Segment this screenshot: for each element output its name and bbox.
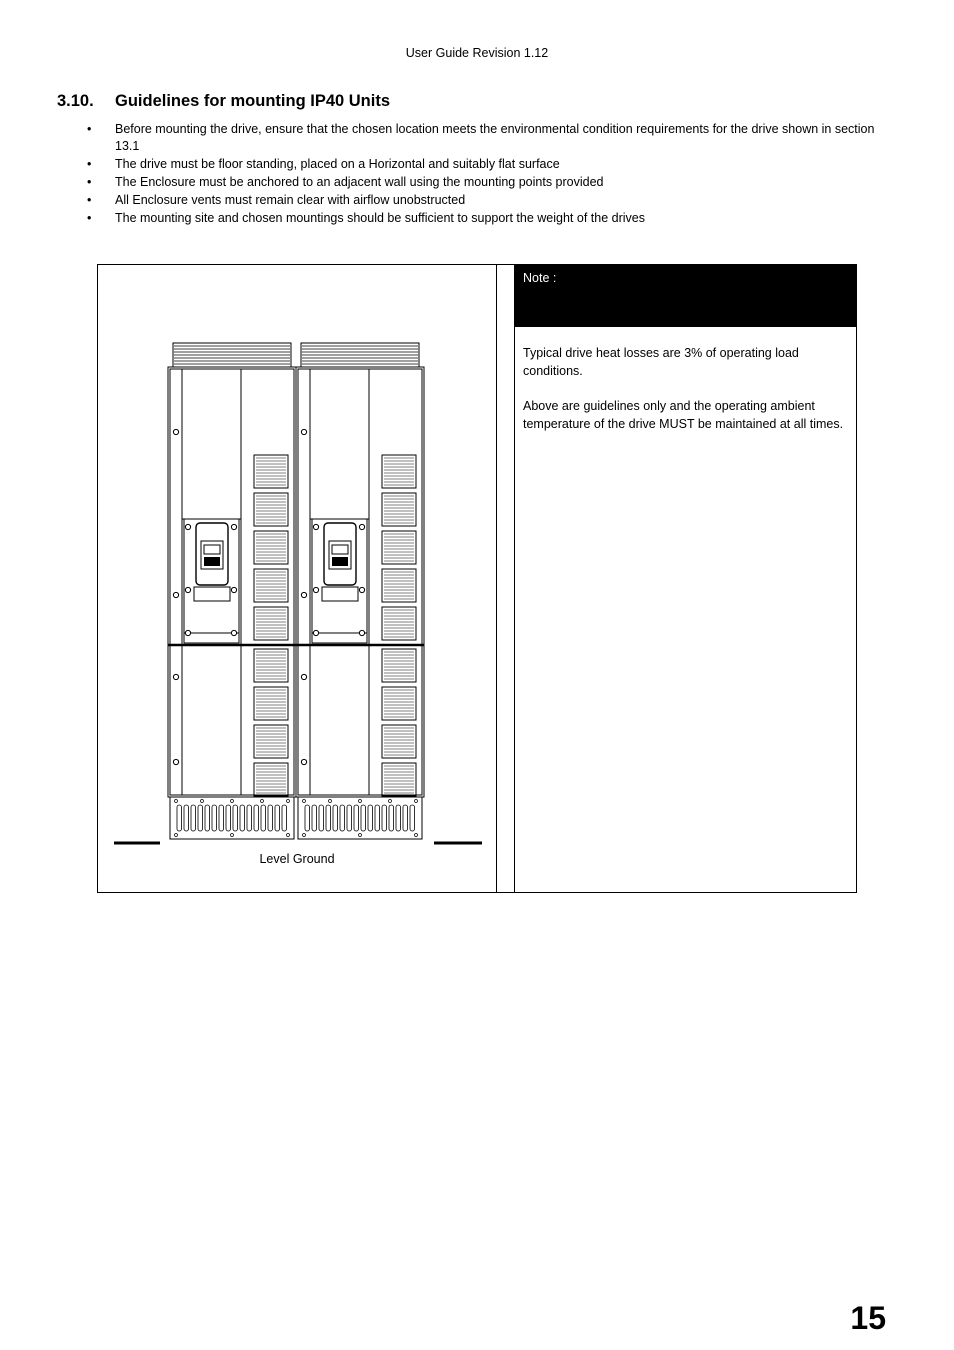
note-heading: Note : (515, 265, 856, 327)
screw-icon (231, 587, 236, 592)
plinth-slot (368, 805, 373, 831)
screw-icon (231, 524, 236, 529)
plinth-bolt (329, 800, 332, 803)
keypad-mount (322, 587, 358, 601)
list-item (87, 210, 897, 227)
screw-icon (231, 630, 236, 635)
plinth-slot (247, 805, 252, 831)
plinth-slot (326, 805, 331, 831)
cabinet-body (168, 367, 296, 797)
plinth-slot (312, 805, 317, 831)
plinth-bolt (359, 800, 362, 803)
plinth-slot (282, 805, 287, 831)
note-body (523, 345, 846, 451)
screw-icon (173, 674, 178, 679)
cabinet-body (296, 367, 424, 797)
screw-icon (185, 630, 190, 635)
vent-grille (382, 607, 416, 640)
plinth-slot (389, 805, 394, 831)
bullet-icon: • (87, 157, 92, 171)
plinth-slot (268, 805, 273, 831)
vent-grille (254, 607, 288, 640)
keypad-recess (312, 519, 367, 643)
list-item (87, 174, 897, 191)
upper-panel (182, 369, 241, 519)
plinth-bolt (175, 800, 178, 803)
bullet-icon: • (87, 193, 92, 207)
keypad-display (332, 545, 348, 554)
vent-grille (382, 687, 416, 720)
plinth-slot (233, 805, 238, 831)
screw-icon (359, 630, 364, 635)
plinth-slot (382, 805, 387, 831)
enclosure-drawing (98, 265, 496, 892)
plinth-slot (333, 805, 338, 831)
plinth-slot (226, 805, 231, 831)
plinth-bolt (287, 834, 290, 837)
note-paragraph: Above are guidelines only and the operating ambient temperature of the drive MUST be maintained at all times. (523, 399, 844, 431)
page-header: User Guide Revision 1.12 (405, 46, 549, 60)
spacer-cell (496, 265, 515, 892)
note-cell (515, 265, 856, 892)
screw-icon (359, 524, 364, 529)
list-item-text: All Enclosure vents must remain clear with airflow unobstructed (115, 193, 466, 207)
vent-grille (382, 493, 416, 526)
note-paragraph: Typical drive heat losses are 3% of operating load conditions. (523, 346, 799, 378)
plinth-slot (177, 805, 182, 831)
guideline-list (87, 121, 897, 228)
plinth-slot (191, 805, 196, 831)
plinth-slot (240, 805, 245, 831)
plinth-bolt (415, 800, 418, 803)
screw-icon (313, 630, 318, 635)
plinth-bolt (303, 800, 306, 803)
screw-icon (301, 429, 306, 434)
list-item-text: The drive must be floor standing, placed on a Horizontal and suitably flat surface (115, 157, 560, 171)
upper-panel (310, 369, 369, 519)
plinth-bolt (359, 834, 362, 837)
plinth-bolt (287, 800, 290, 803)
plinth-bolt (231, 800, 234, 803)
vent-grille (382, 763, 416, 796)
vent-grille (382, 531, 416, 564)
plinth-slot (184, 805, 189, 831)
plinth-slot (410, 805, 415, 831)
plinth-bolt (201, 800, 204, 803)
plinth-slot (212, 805, 217, 831)
plinth-slot (254, 805, 259, 831)
bullet-icon: • (87, 175, 92, 189)
vent-grille (254, 493, 288, 526)
plinth-bolt (303, 834, 306, 837)
plinth-slot (319, 805, 324, 831)
plinth-slot (403, 805, 408, 831)
list-item-text: The mounting site and chosen mountings should be sufficient to support the weight of the drives (115, 211, 645, 225)
vent-grille (254, 649, 288, 682)
plinth-slot (305, 805, 310, 831)
page-number: 15 (850, 1300, 886, 1336)
plinth-slot (375, 805, 380, 831)
figure-note-table (97, 264, 857, 893)
section-number: 3.10. (57, 92, 94, 110)
plinth-bolt (261, 800, 264, 803)
list-item (87, 192, 897, 209)
keypad-buttons (204, 557, 220, 566)
plinth-bolt (415, 834, 418, 837)
vent-grille (382, 569, 416, 602)
vent-grille (254, 569, 288, 602)
screw-icon (313, 524, 318, 529)
plinth-slot (219, 805, 224, 831)
plinth-slot (261, 805, 266, 831)
plinth-slot (361, 805, 366, 831)
vent-grille (254, 763, 288, 796)
list-item (87, 156, 897, 173)
screw-icon (301, 759, 306, 764)
vent-grille (382, 455, 416, 488)
plinth-slot (275, 805, 280, 831)
figure-caption: Level Ground (259, 852, 335, 866)
keypad-recess (184, 519, 239, 643)
screw-icon (301, 592, 306, 597)
plinth-bolt (389, 800, 392, 803)
plinth-slot (205, 805, 210, 831)
vent-grille (254, 531, 288, 564)
screw-icon (313, 587, 318, 592)
section-title: Guidelines for mounting IP40 Units (115, 92, 391, 110)
screw-icon (173, 429, 178, 434)
bullet-icon: • (87, 122, 92, 136)
plinth-bolt (231, 834, 234, 837)
vent-grille (254, 725, 288, 758)
screw-icon (185, 587, 190, 592)
vent-grille (254, 455, 288, 488)
vent-grille (382, 725, 416, 758)
bullet-icon: • (87, 211, 92, 225)
screw-icon (173, 592, 178, 597)
vent-grille (382, 649, 416, 682)
figure-cell (98, 265, 497, 892)
plinth-bolt (175, 834, 178, 837)
keypad-display (204, 545, 220, 554)
plinth-slot (347, 805, 352, 831)
section-heading (57, 92, 390, 111)
plinth-slot (396, 805, 401, 831)
vent-grille (254, 687, 288, 720)
list-item-text: Before mounting the drive, ensure that the chosen location meets the environmental condition requirements for the drive shown in section 13.1 (115, 122, 875, 153)
list-item-text: The Enclosure must be anchored to an adjacent wall using the mounting points provided (115, 175, 604, 189)
keypad-buttons (332, 557, 348, 566)
screw-icon (173, 759, 178, 764)
list-item (87, 121, 897, 155)
plinth-slot (198, 805, 203, 831)
keypad-mount (194, 587, 230, 601)
plinth-slot (340, 805, 345, 831)
screw-icon (301, 674, 306, 679)
screw-icon (359, 587, 364, 592)
screw-icon (185, 524, 190, 529)
plinth-slot (354, 805, 359, 831)
